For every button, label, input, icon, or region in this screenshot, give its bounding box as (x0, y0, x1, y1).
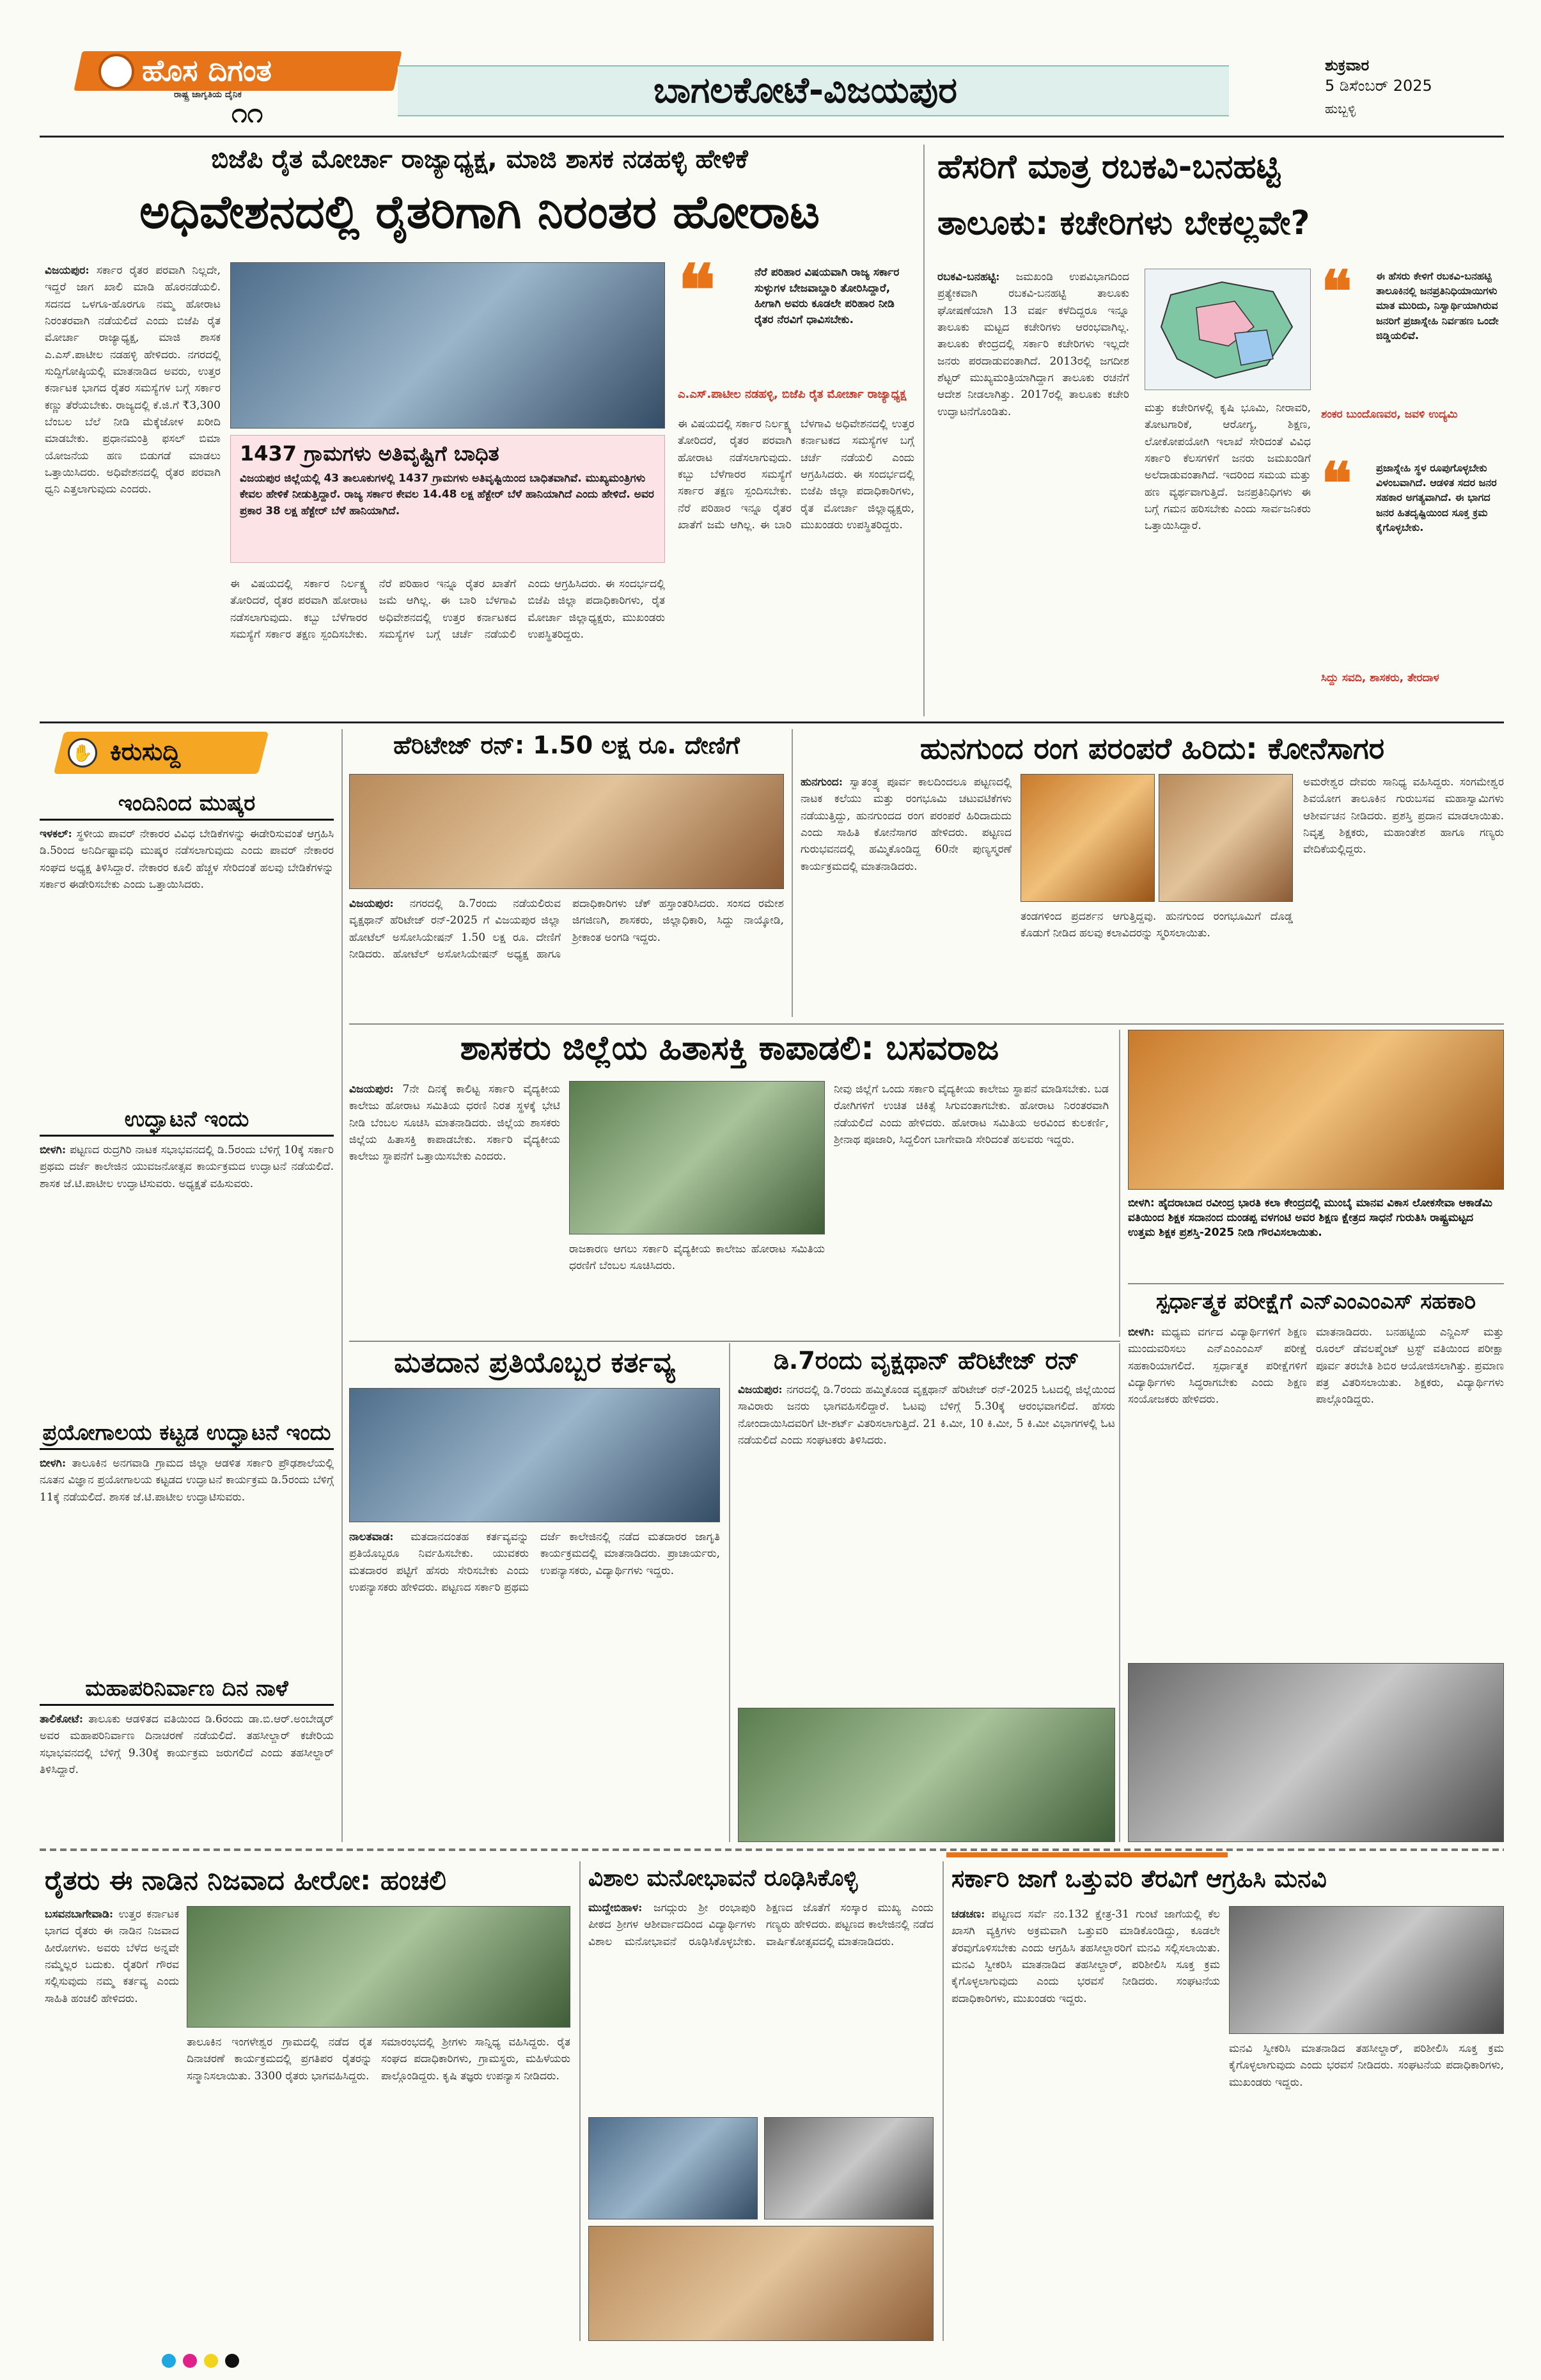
hungund-photo-1 (1021, 774, 1155, 902)
vishala-photo-3 (588, 2226, 934, 2341)
registration-marks (160, 2354, 1375, 2373)
rabkavi-quote-1 (1321, 258, 1504, 441)
kiru-item-2 (40, 1107, 334, 1407)
heritage-headline: ಹೆರಿಟೇಜ್ ರನ್: 1.50 ಲಕ್ಷ ರೂ. ದೇಣಿಗೆ (393, 731, 740, 759)
basavaraj-body-1 (349, 1081, 560, 1337)
vishala-text: ಜಗದ್ಗುರು ಶ್ರೀ ರಂಭಾಪುರಿ ಪೀಠದ ಶ್ರೀಗಳ ಆಶೀರ್ವಾದದಿಂದ ವಿದ್ಯಾರ್ಥಿಗಳು ವಿಶಾಲ ಮನೋಭಾವನೆ ರೂಢಿಸಿಕೊಳ್ಳಬೇಕು. ಶಿಕ್ಷಣದ ಜೊತೆಗೆ ಸಂಸ್ಕಾರ ಮುಖ್ಯ ಎಂದು ಗಣ್ಯರು ಹೇಳಿದರು. ಪಟ್ಟಣದ ಕಾಲೇಜಿನಲ್ಲಿ ನಡೆದ ವಾರ್ಷಿಕೋತ್ಸವದಲ್ಲಿ ಮಾತನಾಡಿದರು. (588, 1902, 934, 1948)
farmers-photo (187, 1906, 570, 2028)
run-text: ನಗರದಲ್ಲಿ ಡಿ.7ರಂದು ಹಮ್ಮಿಕೊಂಡ ವೃಕ್ಷಥಾನ್ ಹೆರಿಟೇಜ್ ರನ್-2025 ಓಟದಲ್ಲಿ ಜಿಲ್ಲೆಯಿಂದ ಸಾವಿರಾರು ಜನರು ಭಾಗವಹಿಸಲಿದ್ದಾರೆ. ಓಟವು ಬೆಳಿಗ್ಗೆ 5.30ಕ್ಕೆ ಆರಂಭವಾಗಲಿದೆ. ಹೆಸರು ನೋಂದಾಯಿಸಿದವರಿಗೆ ಟೀ-ಶರ್ಟ್ ವಿತರಿಸಲಾಗುತ್ತಿದೆ. 21 ಕಿ.ಮೀ, 10 ಕಿ.ಮೀ, 5 ಕಿ.ಮೀ ವಿಭಾಗಗಳಲ್ಲಿ ಓಟ ನಡೆಯಲಿದೆ ಎಂದು ಸಂಘಟಕರು ತಿಳಿಸಿದರು. (738, 1383, 1115, 1447)
kiru-item-head: ಇಂದಿನಿಂದ ಮುಷ್ಕರ (40, 791, 334, 821)
voting-headline: ಮತದಾನ ಪ್ರತಿಯೊಬ್ಬರ ಕರ್ತವ್ಯ (394, 1346, 675, 1379)
rabkavi-quote-2 (1321, 450, 1504, 716)
kiru-item-dateline: ಇಳಕಲ್: (40, 828, 72, 840)
quote-mark-icon: ❝ (1321, 258, 1352, 326)
lead-divider (923, 145, 925, 716)
rabkavi-body-2: ಮತ್ತು ಕಚೇರಿಗಳಲ್ಲಿ ಕೃಷಿ ಭೂಮಿ, ನೀರಾವರಿ, ತೋಟಗಾರಿಕೆ, ಆರೋಗ್ಯ, ಶಿಕ್ಷಣ, ಲೋಕೋಪಯೋಗಿ ಇಲಾಖೆ ಸೇರಿದಂತೆ ವಿವಿಧ ಸರ್ಕಾರಿ ಕೆಲಸಗಳಿಗೆ ಜನರು ಜಮಖಂಡಿಗೆ ಅಲೆದಾಡುವಂತಾಗಿದೆ. ಇದರಿಂದ ಸಮಯ ಮತ್ತು ಹಣ ವ್ಯರ್ಥವಾಗುತ್ತಿದೆ. ಜನಪ್ರತಿನಿಧಿಗಳು ಈ ಬಗ್ಗೆ ಗಮನ ಹರಿಸಬೇಕು ಎಂದು ಸಾರ್ವಜನಿಕರು ಒತ್ತಾಯಿಸಿದ್ದಾರೆ. (1145, 402, 1311, 533)
vishala-photo-1 (588, 2117, 758, 2219)
logo-emblem-icon (98, 54, 134, 90)
rabkavi-quote-1-text: ಈ ಹೆಸರು ಕೇಳಿಗೆ ರಬಕವಿ-ಬನಹಟ್ಟಿ ತಾಲೂಕಿನಲ್ಲಿ ಜನಪ್ರತಿನಿಧಿಯಾಯಿಗಳು ಮಾತ ಮುರಿದು, ನಿಸ್ವಾರ್ಥಿಯಾಗಿರುವ ಜನರಿಗೆ ಪ್ರಜಾಸ್ನೇಹಿ ನಿರ್ವಹಣ ಒಂದೇ ಜಿಡ್ಡಿಯಲಿವೆ. (1376, 270, 1499, 342)
exam-divider (1119, 1343, 1120, 1842)
kiru-item-4 (40, 1676, 334, 1842)
kiru-item-dateline: ಬೀಳಗಿ: (40, 1457, 66, 1470)
yellow-mark (204, 2354, 218, 2368)
page-number: ೧೧ (231, 97, 263, 129)
basavaraj-divider (1119, 1030, 1120, 1337)
run-photo (738, 1708, 1115, 1842)
farmers-text-1: ಉತ್ತರ ಕರ್ನಾಟಕ ಭಾಗದ ರೈತರು ಈ ನಾಡಿನ ನಿಜವಾದ ಹೀರೋಗಳು. ಅವರು ಬೆಳೆದ ಅನ್ನವೇ ನಮ್ಮೆಲ್ಲರ ಬದುಕು. ರೈತರಿಗೆ ಗೌರವ ಸಲ್ಲಿಸುವುದು ನಮ್ಮ ಕರ್ತವ್ಯ ಎಂದು ಸಾಹಿತಿ ಹಂಚಲಿ ಹೇಳಿದರು. (45, 1908, 179, 2005)
kiru-sudi-header (40, 729, 334, 780)
kiru-item-body: ಪಟ್ಟಣದ ರುದ್ರಗಿರಿ ನಾಟಕ ಸಭಾಭವನದಲ್ಲಿ ಡಿ.5ರಂದು ಬೆಳಿಗ್ಗೆ 10ಕ್ಕೆ ಸರ್ಕಾರಿ ಪ್ರಥಮ ದರ್ಜೆ ಕಾಲೇಜಿನ ಯುವಜನೋತ್ಸವ ಕಾರ್ಯಕ್ರಮದ ಉದ್ಘಾಟನೆ ನಡೆಯಲಿದೆ. ಶಾಸಕ ಜೆ.ಟಿ.ಪಾಟೀಲ ಉದ್ಘಾಟಿಸುವರು. ಅಧ್ಯಕ್ಷತೆ ವಹಿಸುವರು. (40, 1144, 334, 1190)
section-rule-2 (349, 1023, 1504, 1025)
heritage-photo (349, 774, 784, 889)
basavaraj-caption: ರಾಜಕಾರಣ ಆಗಲು ಸರ್ಕಾರಿ ವೈದ್ಯಕೀಯ ಕಾಲೇಜು ಹೋರಾಟ ಸಮಿತಿಯ ಧರಣಿಗೆ ಬೆಂಬಲ ಸೂಚಿಸಿದರು. (569, 1243, 825, 1273)
basavaraj-headline: ಶಾಸಕರು ಜಿಲ್ಲೆಯ ಹಿತಾಸಕ್ತಿ ಕಾಪಾಡಲಿ: ಬಸವರಾಜ (460, 1029, 999, 1068)
masthead-date-block (1325, 56, 1504, 127)
hungund-body-2: ಅಮರೇಶ್ವರ ದೇವರು ಸಾನಿಧ್ಯ ವಹಿಸಿದ್ದರು. ಸಂಗಮೇಶ್ವರ ಶಿವಯೋಗ ತಾಲೂಕಿನ ಗುರುಬಸವ ಮಹಾಸ್ವಾಮಿಗಳು ಆಶೀರ್ವಚನ ನೀಡಿದರು. ಪ್ರಶಸ್ತಿ ಪ್ರದಾನ ಮಾಡಲಾಯಿತು. ನಿವೃತ್ತ ಶಿಕ್ಷಕರು, ಮಹಾಂತೇಶ ಹಾಗೂ ಗಣ್ಯರು ವೇದಿಕೆಯಲ್ಲಿದ್ದರು. (1303, 776, 1504, 856)
lead-body-left-text: ಸರ್ಕಾರ ರೈತರ ಪರವಾಗಿ ನಿಲ್ಲದೇ, ಇದ್ದರೆ ಜಾಗ ಖಾಲಿ ಮಾಡಿ ಹೊರನಡೆಯಲಿ. ಸದನದ ಒಳಗೂ-ಹೊರಗೂ ನಮ್ಮ ಹೋರಾಟ ನಿರಂತರವಾಗಿ ನಡೆಯಲಿದೆ ಎಂದು ಬಿಜೆಪಿ ರೈತ ಮೋರ್ಚಾ ರಾಜ್ಯಾಧ್ಯಕ್ಷ, ಮಾಜಿ ಶಾಸಕ ಎ.ಎಸ್.ಪಾಟೀಲ ನಡಹಳ್ಳಿ ಹೇಳಿದರು. ನಗರದಲ್ಲಿ ಸುದ್ದಿಗೋಷ್ಠಿಯಲ್ಲಿ ಮಾತನಾಡಿದ ಅವರು, ಉತ್ತರ ಕರ್ನಾಟಕ ಭಾಗದ ರೈತರ ಸಮಸ್ಯೆಗಳ ಬಗ್ಗೆ ಸರ್ಕಾರ ಕಣ್ಣು ತೆರೆಯಬೇಕು. ರಾಜ್ಯದಲ್ಲಿ ಕೆ.ಜಿ.ಗೆ ₹3,300 ಬೆಂಬಲ ಬೆಲೆ ನೀಡಿ ಮೆಕ್ಕೆಜೋಳ ಖರೀದಿ ಮಾಡಬೇಕು. ಪ್ರಧಾನಮಂತ್ರಿ ಫಸಲ್ ಬಿಮಾ ಯೋಜನೆಯ ಹಣ ಬಿಡುಗಡೆ ಮಾಡಲು ಒತ್ತಾಯಿಸಿದರು. ಅಧಿವೇಶನದಲ್ಲಿ ರೈತರ ಪರವಾಗಿ ಧ್ವನಿ ಎತ್ತಲಾಗುವುದು ಎಂದರು. (45, 264, 221, 496)
rabkavi-headline-1: ಹೆಸರಿಗೆ ಮಾತ್ರ ರಬಕವಿ-ಬನಹಟ್ಟಿ (937, 148, 1281, 186)
quote-mark-icon: ❝ (678, 249, 716, 331)
kiru-item-text (40, 1142, 334, 1404)
exam-headline: ಸ್ಪರ್ಧಾತ್ಮಕ ಪರೀಕ್ಷೆಗೆ ಎನ್ಎಂಎಂಎಸ್ ಸಹಕಾರಿ (1155, 1289, 1476, 1314)
vishala-photo-2 (764, 2117, 934, 2219)
kiru-item-head: ಪ್ರಯೋಗಾಲಯ ಕಟ್ಟಡ ಉದ್ಘಾಟನೆ ಇಂದು (40, 1420, 334, 1450)
farmers-headline: ರೈತರು ಈ ನಾಡಿನ ನಿಜವಾದ ಹೀರೋ: ಹಂಚಲಿ (45, 1864, 446, 1896)
farmers-dateline: ಬಸವನಬಾಗೇವಾಡಿ: (45, 1908, 114, 1921)
exam-body-1 (1128, 1324, 1307, 1657)
kiru-divider (341, 729, 343, 1842)
hungund-photo-2 (1159, 774, 1293, 902)
cyan-mark (162, 2354, 176, 2368)
run-headline: ಡಿ.7ರಂದು ವೃಕ್ಷಥಾನ್ ಹೆರಿಟೇಜ್ ರನ್ (773, 1346, 1079, 1375)
rabkavi-dateline: ರಬಕವಿ-ಬನಹಟ್ಟಿ: (937, 271, 1000, 283)
kiru-item-text (40, 826, 334, 1088)
basavaraj-body-2: ನೀವು ಜಿಲ್ಲೆಗೆ ಒಂದು ಸರ್ಕಾರಿ ವೈದ್ಯಕೀಯ ಕಾಲೇಜು ಸ್ಥಾಪನೆ ಮಾಡಿಸಬೇಕು. ಬಡ ರೋಗಿಗಳಿಗೆ ಉಚಿತ ಚಿಕಿತ್ಸೆ ಸಿಗುವಂತಾಗಬೇಕು. ಹೋರಾಟ ನಿರಂತರವಾಗಿ ನಡೆಯಲಿದೆ ಎಂದು ಹೇಳಿದರು. ಹೋರಾಟ ಸಮಿತಿಯ ಅರವಿಂದ ಕುಲಕರ್ಣಿ, ಶ್ರೀನಾಥ ಪೂಜಾರಿ, ಸಿದ್ದಲಿಂಗ ಬಾಗೇವಾಡಿ ಸೇರಿದಂತೆ ಹಲವರು ಇದ್ದರು. (834, 1083, 1109, 1147)
hungund-text-1: ಸ್ವಾತಂತ್ರ್ಯ ಪೂರ್ವ ಕಾಲದಿಂದಲೂ ಪಟ್ಟಣದಲ್ಲಿ ನಾಟಕ ಕಲೆಯು ಮತ್ತು ರಂಗಭೂಮಿ ಚಟುವಟಿಕೆಗಳು ನಡೆಯುತ್ತಿದ್ದು, ಹುನಗುಂದದ ರಂಗ ಪರಂಪರೆ ಹಿರಿದಾದುದು ಎಂದು ಸಾಹಿತಿ ಕೋನೆಸಾಗರ ಹೇಳಿದರು. ಪಟ್ಟಣದ ಗುರುಭವನದಲ್ಲಿ ಹಮ್ಮಿಕೊಂಡಿದ್ದ 60ನೇ ಪುಣ್ಯಸ್ಮರಣೆ ಕಾರ್ಯಕ್ರಮದಲ್ಲಿ ಮಾತನಾಡಿದರು. (801, 776, 1012, 873)
kiru-sudi-title: ಕಿರುಸುದ್ದಿ (110, 737, 181, 766)
rabkavi-map (1145, 269, 1311, 390)
kiru-item-body: ತಾಲೂಕು ಆಡಳಿತದ ವತಿಯಿಂದ ಡಿ.6ರಂದು ಡಾ.ಬಿ.ಆರ್.ಅಂಬೇಡ್ಕರ್ ಅವರ ಮಹಾಪರಿನಿರ್ವಾಣ ದಿನಾಚರಣೆ ನಡೆಯಲಿದೆ. ತಹಸೀಲ್ದಾರ್ ಕಚೇರಿಯ ಸಭಾಭವನದಲ್ಲಿ ಬೆಳಿಗ್ಗೆ 9.30ಕ್ಕೆ ಕಾರ್ಯಕ್ರಮ ಜರುಗಲಿದೆ ಎಂದು ತಹಸೀಲ್ದಾರ್ ತಿಳಿಸಿದ್ದಾರೆ. (40, 1713, 334, 1777)
lead-stat-box-text: ವಿಜಯಪುರ ಜಿಲ್ಲೆಯಲ್ಲಿ 43 ತಾಲೂಕುಗಳಲ್ಲಿ 1437 ಗ್ರಾಮಗಳು ಅತಿವೃಷ್ಟಿಯಿಂದ ಬಾಧಿತವಾಗಿವೆ. ಮುಖ್ಯಮಂತ್ರಿಗಳು ಕೇವಲ ಹೇಳಿಕೆ ನೀಡುತ್ತಿದ್ದಾರೆ. ರಾಜ್ಯ ಸರ್ಕಾರ ಕೇವಲ 14.48 ಲಕ್ಷ ಹೆಕ್ಟೇರ್ ಬೆಳೆ ಹಾನಿಯಾಗಿದೆ ಎಂದು ಹೇಳಿದೆ. ಅವರ ಪ್ರಕಾರ 38 ಲಕ್ಷ ಹೆಕ್ಟೇರ್ ಬೆಳೆ ಹಾನಿಯಾಗಿದೆ. (240, 471, 654, 517)
lead-body-far-right: ಈ ವಿಷಯದಲ್ಲಿ ಸರ್ಕಾರ ನಿರ್ಲಕ್ಷ್ಯ ತೋರಿದರೆ, ರೈತರ ಪರವಾಗಿ ಹೋರಾಟ ನಡೆಸಲಾಗುವುದು. ಕಬ್ಬು ಬೆಳೆಗಾರರ ಸಮಸ್ಯೆಗೆ ಸರ್ಕಾರ ತಕ್ಷಣ ಸ್ಪಂದಿಸಬೇಕು. ನೆರೆ ಪರಿಹಾರ ಇನ್ನೂ ರೈತರ ಖಾತೆಗೆ ಜಮೆ ಆಗಿಲ್ಲ. ಈ ಬಾರಿ ಬೆಳಗಾವಿ ಅಧಿವೇಶನದಲ್ಲಿ ಉತ್ತರ ಕರ್ನಾಟಕದ ಸಮಸ್ಯೆಗಳ ಬಗ್ಗೆ ಚರ್ಚೆ ನಡೆಯಲಿ ಎಂದು ಆಗ್ರಹಿಸಿದರು. ಈ ಸಂದರ್ಭದಲ್ಲಿ ಬಿಜೆಪಿ ಜಿಲ್ಲಾ ಪದಾಧಿಕಾರಿಗಳು, ರೈತ ಮೋರ್ಚಾ ಜಿಲ್ಲಾಧ್ಯಕ್ಷರು, ಮುಖಂಡರು ಉಪಸ್ಥಿತರಿದ್ದರು. (678, 418, 914, 532)
hungund-headline: ಹುನಗುಂದ ರಂಗ ಪರಂಪರೆ ಹಿರಿದು: ಕೋನೆಸಾಗರ (919, 731, 1385, 766)
land-text-1: ಪಟ್ಟಣದ ಸರ್ವೆ ನಂ.132 ಕ್ಷೇತ್ರ-31 ಗುಂಟೆ ಜಾಗೆಯಲ್ಲಿ ಕೆಲ ಖಾಸಗಿ ವ್ಯಕ್ತಿಗಳು ಅಕ್ರಮವಾಗಿ ಒತ್ತುವರಿ ಮಾಡಿಕೊಂಡಿದ್ದು, ಕೂಡಲೇ ತೆರವುಗೊಳಿಸಬೇಕು ಎಂದು ಆಗ್ರಹಿಸಿ ತಹಸೀಲ್ದಾರರಿಗೆ ಮನವಿ ಸಲ್ಲಿಸಲಾಯಿತು. (951, 1908, 1220, 1955)
hungund-body-1 (801, 774, 1012, 1017)
farmers-divider (579, 1861, 581, 2341)
exam-text-1: ಮಧ್ಯಮ ವರ್ಗದ ವಿದ್ಯಾರ್ಥಿಗಳಿಗೆ ಶಿಕ್ಷಣ ಮುಂದುವರಿಸಲು ಎನ್ಎಂಎಂಎಸ್ ಪರೀಕ್ಷೆ ಸಹಕಾರಿಯಾಗಲಿದೆ. ಸ್ಪರ್ಧಾತ್ಮಕ ಪರೀಕ್ಷೆಗಳಿಗೆ ವಿದ್ಯಾರ್ಥಿಗಳು ಸಿದ್ಧರಾಗಬೇಕು ಎಂದು ಶಿಕ್ಷಣ ಸಂಯೋಜಕರು ಹೇಳಿದರು. (1128, 1326, 1307, 1407)
quote-mark-icon: ❝ (1321, 450, 1352, 517)
lead-photo (230, 262, 665, 429)
masthead-day: ಶುಕ್ರವಾರ (1325, 56, 1370, 74)
rabkavi-quote-2-text: ಪ್ರಜಾಸ್ನೇಹಿ ಸ್ಥಳ ರೂಪುಗೊಳ್ಳಬೇಕು ವಿಳಂಬವಾಗಿದೆ. ಆಡಳಿತ ಸದರ ಜನರ ಸಹಕಾರ ಅಗತ್ಯವಾಗಿದೆ. ಈ ಭಾಗದ ಜನರ ಹಿತದೃಷ್ಟಿಯಿಂದ ಸೂಕ್ತ ಕ್ರಮ ಕೈಗೊಳ್ಳಬೇಕು. (1376, 462, 1497, 533)
land-headline: ಸರ್ಕಾರಿ ಜಾಗೆ ಒತ್ತುವರಿ ತೆರವಿಗೆ ಆಗ್ರಹಿಸಿ ಮನವಿ (951, 1864, 1327, 1893)
vishala-dateline: ಮುದ್ದೇಬಿಹಾಳ: (588, 1902, 643, 1914)
hungund-caption: ತಂಡಗಳಿಂದ ಪ್ರದರ್ಶನ ಆಗುತ್ತಿದ್ದವು. ಹುನಗುಂದ ರಂಗಭೂಮಿಗೆ ದೊಡ್ಡ ಕೊಡುಗೆ ನೀಡಿದ ಹಲವು ಕಲಾವಿದರನ್ನು ಸ್ಮರಿಸಲಾಯಿತು. (1021, 910, 1293, 940)
section-rule-4 (40, 1848, 1504, 1851)
voting-body (349, 1529, 720, 1842)
masthead-rule (40, 136, 1504, 138)
lead-body-right: ಈ ವಿಷಯದಲ್ಲಿ ಸರ್ಕಾರ ನಿರ್ಲಕ್ಷ್ಯ ತೋರಿದರೆ, ರೈತರ ಪರವಾಗಿ ಹೋರಾಟ ನಡೆಸಲಾಗುವುದು. ಕಬ್ಬು ಬೆಳೆಗಾರರ ಸಮಸ್ಯೆಗೆ ಸರ್ಕಾರ ತಕ್ಷಣ ಸ್ಪಂದಿಸಬೇಕು. ನೆರೆ ಪರಿಹಾರ ಇನ್ನೂ ರೈತರ ಖಾತೆಗೆ ಜಮೆ ಆಗಿಲ್ಲ. ಈ ಬಾರಿ ಬೆಳಗಾವಿ ಅಧಿವೇಶನದಲ್ಲಿ ಉತ್ತರ ಕರ್ನಾಟಕದ ಸಮಸ್ಯೆಗಳ ಬಗ್ಗೆ ಚರ್ಚೆ ನಡೆಯಲಿ ಎಂದು ಆಗ್ರಹಿಸಿದರು. ಈ ಸಂದರ್ಭದಲ್ಲಿ ಬಿಜೆಪಿ ಜಿಲ್ಲಾ ಪದಾಧಿಕಾರಿಗಳು, ರೈತ ಮೋರ್ಚಾ ಜಿಲ್ಲಾಧ್ಯಕ್ಷರು, ಮುಖಂಡರು ಉಪಸ್ಥಿತರಿದ್ದರು. (230, 578, 665, 642)
vishala-divider (943, 1861, 944, 2341)
bottom-accent-bar (946, 1852, 1228, 1857)
lead-quote-text: ನೆರೆ ಪರಿಹಾರ ವಿಷಯವಾಗಿ ರಾಜ್ಯ ಸರ್ಕಾರ ಸುಳ್ಳುಗಳ ಬೇಜವಾಬ್ದಾರಿ ತೋರಿಸಿದ್ದಾರೆ, ಹೀಗಾಗಿ ಅವರು ಕೂಡಲೇ ಪರಿಹಾರ ನೀಡಿ ರೈತರ ನೆರವಿಗೆ ಧಾವಿಸಬೇಕು. (755, 266, 900, 326)
masthead-logo-text: ಹೊಸ ದಿಗಂತ (142, 53, 272, 88)
magenta-mark (183, 2354, 197, 2368)
kiru-item-3 (40, 1420, 334, 1663)
land-dateline: ಚಡಚಣ: (951, 1908, 985, 1921)
kiru-item-body: ಸ್ಥಳೀಯ ಪಾವರ್ ನೇಕಾರರ ವಿವಿಧ ಬೇಡಿಕೆಗಳನ್ನು ಈಡೇರಿಸುವಂತೆ ಆಗ್ರಹಿಸಿ ಡಿ.5ರಿಂದ ಅನಿರ್ದಿಷ್ಟಾವಧಿ ಮುಷ್ಕರ ನಡೆಸಲಾಗುವುದು ಎಂದು ಪಾವರ್ ನೇಕಾರರ ಸಂಘದ ಅಧ್ಯಕ್ಷ ತಿಳಿಸಿದ್ದಾರೆ. ನೇಕಾರರ ಕೂಲಿ ಹೆಚ್ಚಳ ಸೇರಿದಂತೆ ಹಲವು ಬೇಡಿಕೆಗಳನ್ನು ಸರ್ಕಾರ ಈಡೇರಿಸಬೇಕು ಎಂದು ಒತ್ತಾಯಿಸಿದರು. (40, 828, 334, 892)
masthead-date: 5 ಡಿಸೆಂಬರ್ 2025 (1325, 77, 1432, 95)
kiru-item-dateline: ಬೀಳಗಿ: (40, 1144, 66, 1156)
lead-body-left (45, 262, 221, 716)
voting-text: ಮತದಾನದಂತಹ ಕರ್ತವ್ಯವನ್ನು ಪ್ರತಿಯೊಬ್ಬರೂ ನಿರ್ವಹಿಸಬೇಕು. ಯುವಕರು ಮತದಾರರ ಪಟ್ಟಿಗೆ ಹೆಸರು ಸೇರಿಸಬೇಕು ಎಂದು ಉಪನ್ಯಾಸಕರು ಹೇಳಿದರು. ಪಟ್ಟಣದ ಸರ್ಕಾರಿ ಪ್ರಥಮ ದರ್ಜೆ ಕಾಲೇಜಿನಲ್ಲಿ ನಡೆದ ಮತದಾರರ ಜಾಗೃತಿ ಕಾರ್ಯಕ್ರಮದಲ್ಲಿ ಮಾತನಾಡಿದರು. ಪ್ರಾಚಾರ್ಯರು, ಉಪನ್ಯಾಸಕರು, ವಿದ್ಯಾರ್ಥಿಗಳು ಇದ್ದರು. (349, 1531, 720, 1595)
kiru-item-1 (40, 791, 334, 1091)
kiru-item-head: ಉದ್ಘಾಟನೆ ಇಂದು (40, 1107, 334, 1137)
lead-stat-box-title: 1437 ಗ್ರಾಮಗಳು ಅತಿವೃಷ್ಟಿಗೆ ಬಾಧಿತ (240, 441, 499, 466)
section-rule-3 (349, 1341, 1120, 1342)
kiru-item-text (40, 1455, 334, 1641)
farmers-body-1 (45, 1906, 179, 2341)
land-text-2: ಮನವಿ ಸ್ವೀಕರಿಸಿ ಮಾತನಾಡಿದ ತಹಸೀಲ್ದಾರ್, ಪರಿಶೀಲಿಸಿ ಸೂಕ್ತ ಕ್ರಮ ಕೈಗೊಳ್ಳಲಾಗುವುದು ಎಂದು ಭರವಸೆ ನೀಡಿದರು. ಸಂಘಟನೆಯ ಪದಾಧಿಕಾರಿಗಳು, ಮುಖಂಡರು ಇದ್ದರು. (951, 1958, 1220, 2005)
rabkavi-body-1 (937, 269, 1129, 716)
kiru-item-head: ಮಹಾಪರಿನಿರ್ವಾಣ ದಿನ ನಾಳೆ (40, 1676, 334, 1706)
section-rule-1 (40, 721, 1504, 723)
masthead-city: ಹುಬ್ಬಳ್ಳಿ (1325, 101, 1356, 116)
masthead-logo-block (40, 45, 398, 127)
heritage-body (349, 895, 784, 1004)
masthead-tagline: ರಾಷ್ಟ್ರ ಜಾಗೃತಿಯ ದೈನಿಕ (174, 90, 242, 100)
run-dateline: ವಿಜಯಪುರ: (738, 1383, 783, 1396)
basavaraj-photo (569, 1081, 825, 1234)
section-title: ಬಾಗಲಕೋಟೆ-ವಿಜಯಪುರ (653, 70, 957, 111)
kiru-item-body: ತಾಲೂಕಿನ ಅನಗವಾಡಿ ಗ್ರಾಮದ ಜಿಲ್ಲಾ ಆಡಳಿತ ಸರ್ಕಾರಿ ಪ್ರೌಢಶಾಲೆಯಲ್ಲಿ ನೂತನ ವಿಜ್ಞಾನ ಪ್ರಯೋಗಾಲಯ ಕಟ್ಟಡದ ಉದ್ಘಾಟನೆ ಕಾರ್ಯಕ್ರಮ ಡಿ.5ರಂದು ಬೆಳಿಗ್ಗೆ 11ಕ್ಕೆ ನಡೆಯಲಿದೆ. ಶಾಸಕ ಜೆ.ಟಿ.ಪಾಟೀಲ ಉದ್ಘಾಟಿಸುವರು. (40, 1457, 334, 1504)
heritage-text: ನಗರದಲ್ಲಿ ಡಿ.7ರಂದು ನಡೆಯಲಿರುವ ವೃಕ್ಷಥಾನ್ ಹೆರಿಟೇಜ್ ರನ್-2025 ಗೆ ವಿಜಯಪುರ ಜಿಲ್ಲಾ ಹೋಟೆಲ್ ಅಸೋಸಿಯೇಷನ್ 1.50 ಲಕ್ಷ ರೂ. ದೇಣಿಗೆ ನೀಡಿದರು. ಹೋಟೆಲ್ ಅಸೋಸಿಯೇಷನ್ ಅಧ್ಯಕ್ಷ ಹಾಗೂ ಪದಾಧಿಕಾರಿಗಳು ಚೆಕ್ ಹಸ್ತಾಂತರಿಸಿದರು. ಸಂಸದ ರಮೇಶ ಜಿಗಜಿಣಗಿ, ಶಾಸಕರು, ಜಿಲ್ಲಾಧಿಕಾರಿ, ಸಿದ್ದು ನಾಯ್ಕೋಡಿ, ಶ್ರೀಕಾಂತ ಅಂಗಡಿ ಇದ್ದರು. (349, 897, 784, 961)
exam-body-2: ಮಾತನಾಡಿದರು. ಬನಹಟ್ಟಿಯ ಎನ್ಜಿಎಸ್ ಮತ್ತು ರೂರಲ್ ಡೆವಲಪ್ಮೆಂಟ್ ಟ್ರಸ್ಟ್ ವತಿಯಿಂದ ಪರೀಕ್ಷಾ ಪೂರ್ವ ತರಬೇತಿ ಶಿಬಿರ ಆಯೋಜಿಸಲಾಗಿತ್ತು. ಪ್ರಮಾಣ ಪತ್ರ ವಿತರಿಸಲಾಯಿತು. ಶಿಕ್ಷಕರು, ವಿದ್ಯಾರ್ಥಿಗಳು ಪಾಲ್ಗೊಂಡಿದ್ದರು. (1316, 1326, 1504, 1407)
masthead (40, 45, 1504, 127)
voting-divider (729, 1343, 730, 1842)
basavaraj-dateline: ವಿಜಯಪುರ: (349, 1083, 394, 1096)
farmers-body-2: ತಾಲೂಕಿನ ಇಂಗಳೇಶ್ವರ ಗ್ರಾಮದಲ್ಲಿ ನಡೆದ ರೈತ ದಿನಾಚರಣೆ ಕಾರ್ಯಕ್ರಮದಲ್ಲಿ ಪ್ರಗತಿಪರ ರೈತರನ್ನು ಸನ್ಮಾನಿಸಲಾಯಿತು. 3300 ರೈತರು ಭಾಗವಹಿಸಿದ್ದರು. (187, 2036, 372, 2083)
exam-dateline: ಬೀಳಗಿ: (1128, 1326, 1155, 1339)
award-caption: ಬೀಳಗಿ: ಹೈದರಾಬಾದ ರವೀಂದ್ರ ಭಾರತಿ ಕಲಾ ಕೇಂದ್ರದಲ್ಲಿ ಮುಂಬೈ ಮಾನವ ವಿಕಾಸ ಲೋಕಸೇವಾ ಆಕಾಡೆಮಿ ವತಿಯಿಂದ ಶಿಕ್ಷಕ ಸದಾನಂದ ದುಂಡಪ್ಪ ವಳಗಂಟಿ ಅವರ ಶಿಕ್ಷಣ ಕ್ಷೇತ್ರದ ಸಾಧನೆ ಗುರುತಿಸಿ ರಾಷ್ಟ್ರಮಟ್ಟದ ಉತ್ತಮ ಶಿಕ್ಷಕ ಪ್ರಶಸ್ತಿ-2025 ನೀಡಿ ಗೌರವಿಸಲಾಯಿತು. (1128, 1197, 1493, 1239)
rabkavi-headline-2: ತಾಲೂಕು: ಕಚೇರಿಗಳು ಬೇಕಲ್ಲವೇ? (937, 204, 1310, 242)
lead-stat-box (230, 435, 665, 563)
kiru-sudi-column (40, 729, 334, 1842)
basavaraj-text-1: 7ನೇ ದಿನಕ್ಕೆ ಕಾಲಿಟ್ಟ ಸರ್ಕಾರಿ ವೈದ್ಯಕೀಯ ಕಾಲೇಜು ಹೋರಾಟ ಸಮಿತಿಯ ಧರಣಿ ನಿರತ ಸ್ಥಳಕ್ಕೆ ಭೇಟಿ ನೀಡಿ ಬೆಂಬಲ ಸೂಚಿಸಿ ಮಾತನಾಡಿದರು. ಜಿಲ್ಲೆಯ ಶಾಸಕರು ಜಿಲ್ಲೆಯ ಹಿತಾಸಕ್ತಿ ಕಾಪಾಡಬೇಕು. ಸರ್ಕಾರಿ ವೈದ್ಯಕೀಯ ಕಾಲೇಜು ಸ್ಥಾಪನೆಗೆ ಒತ್ತಾಯಿಸಬೇಕು ಎಂದರು. (349, 1083, 560, 1163)
land-photo (1229, 1906, 1504, 2034)
lead-dateline: ವಿಜಯಪುರ: (45, 264, 90, 277)
lead-headline: ಅಧಿವೇಶನದಲ್ಲಿ ರೈತರಿಗಾಗಿ ನಿರಂತರ ಹೋರಾಟ (139, 185, 820, 239)
heritage-dateline: ವಿಜಯಪುರ: (349, 897, 394, 910)
lead-quote-author: ಎ.ಎಸ್.ಪಾಟೀಲ ನಡಹಳ್ಳಿ, ಬಿಜೆಪಿ ರೈತ ಮೋರ್ಚಾ ರಾಜ್ಯಾಧ್ಯಕ್ಷ (678, 388, 907, 401)
voting-dateline: ನಾಲತವಾಡ: (349, 1531, 394, 1543)
rabkavi-quote-1-author: ಶಂಕರ ಬುಂದೊಣವರ, ಜವಳಿ ಉದ್ಯಮಿ (1321, 408, 1458, 421)
kiru-item-dateline: ತಾಲಿಕೋಟೆ: (40, 1713, 84, 1726)
vishala-headline: ವಿಶಾಲ ಮನೋಭಾವನೆ ರೂಢಿಸಿಕೊಳ್ಳಿ (588, 1865, 858, 1891)
rabkavi-body-1-text: ಜಮಖಂಡಿ ಉಪವಿಭಾಗದಿಂದ ಪ್ರತ್ಯೇಕವಾಗಿ ರಬಕವಿ-ಬನಹಟ್ಟಿ ತಾಲೂಕು ಘೋಷಣೆಯಾಗಿ 13 ವರ್ಷ ಕಳೆದಿದ್ದರೂ ಇನ್ನೂ ತಾಲೂಕು ಮಟ್ಟದ ಕಚೇರಿಗಳು ಆರಂಭವಾಗಿಲ್ಲ. ತಾಲೂಕು ಕೇಂದ್ರದಲ್ಲಿ ಸರ್ಕಾರಿ ಕಚೇರಿಗಳು ಇಲ್ಲದೇ ಜನರು ಪರದಾಡುವಂತಾಗಿದೆ. 2013ರಲ್ಲಿ ಜಗದೀಶ ಶೆಟ್ಟರ್ ಮುಖ್ಯಮಂತ್ರಿಯಾಗಿದ್ದಾಗ ತಾಲೂಕು ರಚನೆಗೆ ಆದೇಶ ನೀಡಲಾಗಿತ್ತು. 2017ರಲ್ಲಿ ತಾಲೂಕು ಕಚೇರಿ ಉದ್ಘಾಟನೆಗೊಂಡಿತು. (937, 271, 1129, 418)
award-photo (1128, 1030, 1504, 1190)
hungund-dateline: ಹುನಗುಂದ: (801, 776, 843, 789)
rabkavi-quote-2-author: ಸಿದ್ದು ಸವದಿ, ಶಾಸಕರು, ತೇರದಾಳ (1321, 672, 1439, 684)
hand-icon: ✋ (68, 738, 97, 768)
lead-quote-block (678, 249, 914, 401)
kiru-item-text (40, 1711, 334, 1839)
farmers-body-3: ಸಮಾರಂಭದಲ್ಲಿ ಶ್ರೀಗಳು ಸಾನ್ನಿಧ್ಯ ವಹಿಸಿದ್ದರು. ರೈತ ಸಂಘದ ಪದಾಧಿಕಾರಿಗಳು, ಗ್ರಾಮಸ್ಥರು, ಮಹಿಳೆಯರು ಪಾಲ್ಗೊಂಡಿದ್ದರು. ಕೃಷಿ ತಜ್ಞರು ಉಪನ್ಯಾಸ ನೀಡಿದರು. (381, 2036, 570, 2083)
land-body-1 (951, 1906, 1220, 2341)
taluk-map-graphic (1145, 269, 1310, 390)
voting-photo (349, 1388, 720, 1522)
heritage-divider (792, 729, 793, 1017)
lead-kicker: ಬಿಜೆಪಿ ರೈತ ಮೋರ್ಚಾ ರಾಜ್ಯಾಧ್ಯಕ್ಷ, ಮಾಜಿ ಶಾಸಕ ನಡಹಳ್ಳಿ ಹೇಳಿಕೆ (211, 145, 748, 174)
black-mark (225, 2354, 239, 2368)
exam-photo (1128, 1663, 1504, 1842)
vishala-body (588, 1900, 934, 2111)
run-body (738, 1382, 1115, 1701)
section-rule-3b (1128, 1283, 1504, 1284)
land-body-2: ಮನವಿ ಸ್ವೀಕರಿಸಿ ಮಾತನಾಡಿದ ತಹಸೀಲ್ದಾರ್, ಪರಿಶೀಲಿಸಿ ಸೂಕ್ತ ಕ್ರಮ ಕೈಗೊಳ್ಳಲಾಗುವುದು ಎಂದು ಭರವಸೆ ನೀಡಿದರು. ಸಂಘಟನೆಯ ಪದಾಧಿಕಾರಿಗಳು, ಮುಖಂಡರು ಇದ್ದರು. (1229, 2042, 1504, 2089)
